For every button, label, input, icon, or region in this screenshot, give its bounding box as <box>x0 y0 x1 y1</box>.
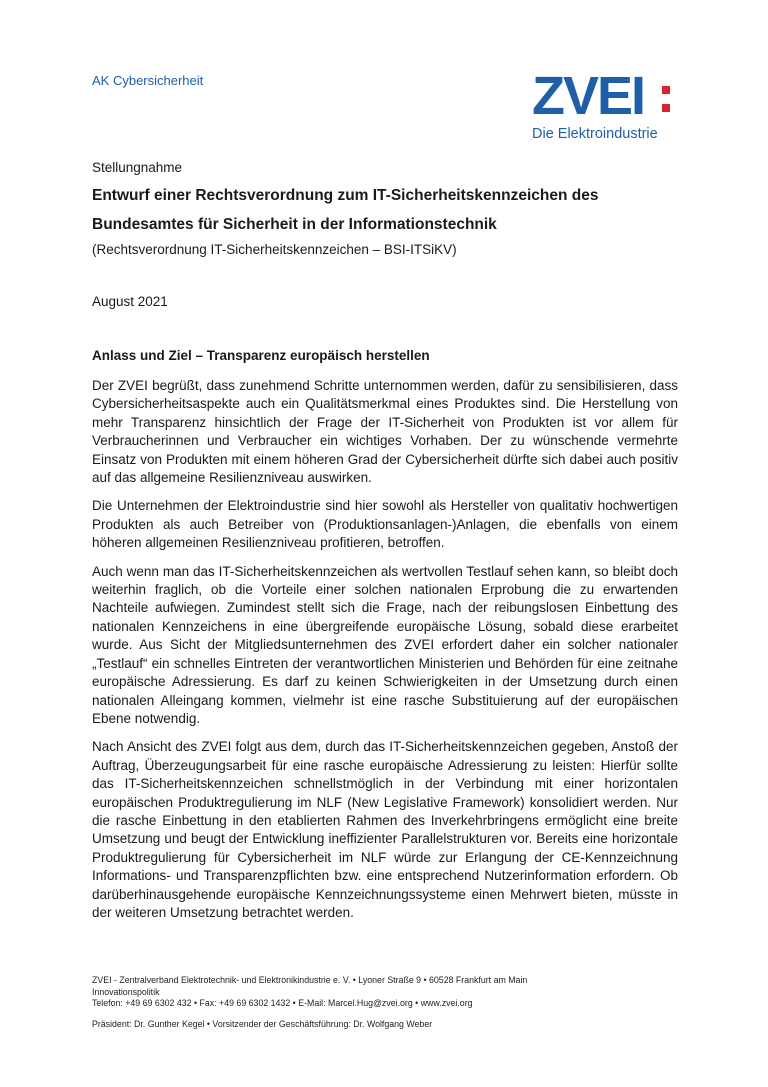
footer-contact: Telefon: +49 69 6302 432 • Fax: +49 69 6302 1432 • E-Mail: Marcel.Hug@zvei.org • www.zvei.org <box>92 998 473 1008</box>
body-paragraph: Auch wenn man das IT-Sicherheitskennzeichen als wertvollen Testlauf sehen kann, so bleibt doch weiterhin fraglich, ob die Vorteile einer solchen nationalen Erprobung die zu erwartenden Nachteile aufwiegen. Zumindest stellt sich die Frage, nach der reibungslosen Einbettung des nationalen Kennzeichens in eine übergreifende europäische Lösung, sobald diese erarbeitet wurde. Aus Sicht der Mitgliedsunternehmen des ZVEI erfordert daher ein solcher nationaler „Testlauf“ ein schnelles Eintreten der verantwortlichen Ministerien und Behörden für eine zeitnahe europäische Adressierung. Es darf zu keinen Schwierigkeiten in der Umsetzung durch einen nationalen Alleingang kommen, vielmehr ist eine rasche Substituierung auf der europäischen Ebene notwendig. <box>92 563 678 726</box>
logo-wordmark: ZVEI <box>532 68 645 126</box>
body-paragraph: Die Unternehmen der Elektroindustrie sind hier sowohl als Hersteller von qualitativ hochwertigen Produkten als auch Betreiber von (Produktionsanlagen-)Anlagen, die ebenfalls von einem höheren allgemeinen Resilienzniveau profitieren, betroffen. <box>92 498 678 551</box>
body-paragraph: Nach Ansicht des ZVEI folgt aus dem, durch das IT-Sicherheitskennzeichen gegeben, Anstoß der Auftrag, Überzeugungsarbeit für eine rasche europäische Adressierung zu leisten: Hierfür sollte das IT-Sicherheitskennzeichen schnellstmöglich in der Verbindung mit einer horizontalen europäischen Produktregulierung im NLF (New Legislative Framework) konsolidiert werden. Nur die rasche Einbettung in den etablierten Rahmen des Inverkehrbringens ermöglicht eine breite Umsetzung und beugt der Entwicklung ineffizienter Parallelstrukturen vor. Bereits eine horizontale Produktregulierung für Cybersicherheit im NLF würde zur Erlangung der CE-Kennzeichnung Informations- und Transparenzpflichten bzw. eine entsprechend Nutzerinformation erfordern. Ob darüberhinausgehende europäische Kennzeichnungssysteme einen Mehrwert bieten, müsste in der weiteren Umsetzung betrachtet werden. <box>92 739 678 920</box>
footer-executives: Präsident: Dr. Gunther Kegel • Vorsitzender der Geschäftsführung: Dr. Wolfgang Weber <box>92 1018 433 1029</box>
document-subtitle: (Rechtsverordnung IT-Sicherheitskennzeichen – BSI-ITSiKV) <box>92 242 457 257</box>
footer-department: Innovationspolitik <box>92 986 160 997</box>
section-body <box>92 377 678 932</box>
footer-address: ZVEI - Zentralverband Elektrotechnik- und Elektronikindustrie e. V. • Lyoner Straße 9 • 60528 Frankfurt am Main <box>92 975 528 985</box>
document-type: Stellungnahme <box>92 160 183 175</box>
body-paragraph: Der ZVEI begrüßt, dass zunehmend Schritte unternommen werden, dafür zu sensibilisieren, dass Cybersicherheitsaspekte auch ein Qualitätsmerkmal eines Produktes sind. Die Herstellung von mehr Transparenz hinsichtlich der Frage der IT-Sicherheit von Produkten ist vor allem für Verbraucherinnen und Verbraucher ein wichtiges Vorhaben. Der zu wünschende vermehrte Einsatz von Produkten mit einem höheren Grad der Cybersicherheit dürfte sich dabei auch positiv auf das allgemeine Resilienzniveau auswirken. <box>92 378 678 486</box>
document-date: August 2021 <box>92 294 168 309</box>
section-heading: Anlass und Ziel – Transparenz europäisch herstellen <box>92 348 430 363</box>
zvei-logo <box>530 68 680 146</box>
logo-accent-dot-top <box>662 86 670 94</box>
working-group-label: AK Cybersicherheit <box>92 73 204 88</box>
logo-accent-dot-bottom <box>662 104 670 112</box>
logo-tagline: Die Elektroindustrie <box>532 126 658 142</box>
page-footer <box>92 975 692 1030</box>
document-title: Entwurf einer Rechtsverordnung zum IT-Sicherheitskennzeichen des Bundesamtes für Sicherheit in der Informationstechnik <box>92 187 599 233</box>
